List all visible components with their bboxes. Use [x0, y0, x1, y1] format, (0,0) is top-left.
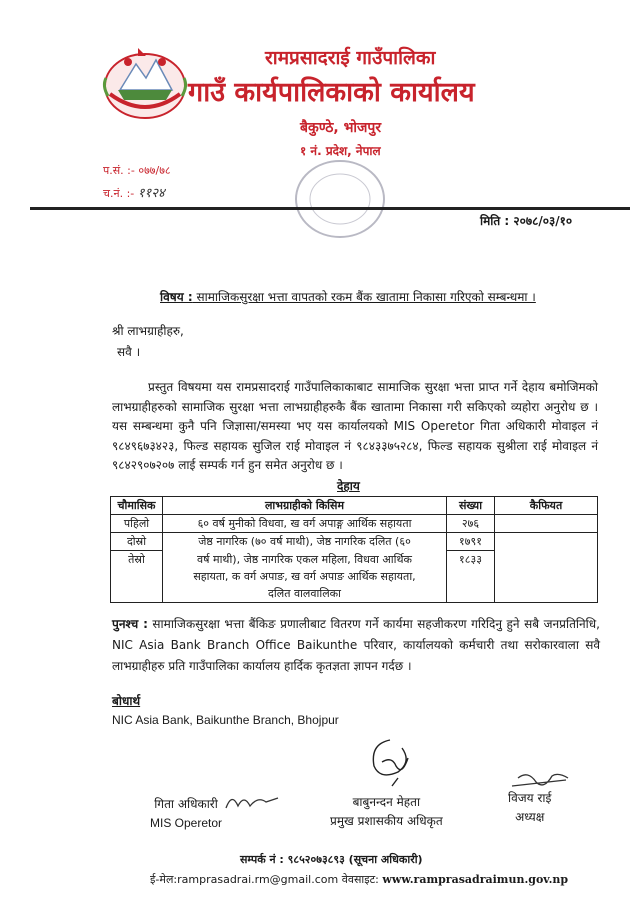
- body-paragraph: प्रस्तुत विषयमा यस रामप्रसादराई गाउँपालिकाकाबाट सामाजिक सुरक्षा भत्ता प्राप्त गर्ने देहाय बमोजिमको लाभग्राहीहरुको सामाजिक सुरक्षा भत्ता लाभग्राहीहरुकै बैंक खातामा निकासा गरी सकिएको व्यहोरा अनुरोध छ । यस सम्बन्धमा कुनै पनि जिज्ञासा/समस्या भए यस कार्यालयको MIS Operetor गिता अधिकारी मोवाइल नं ९८४९६७३४२३, फिल्ड सहायक सुजिल राई मोवाइल नं ९८४३३७५२८४, फिल्ड सहायक सुश्रीला राई मोवाइल नं ९८४२९०७२०७ लाई सम्पर्क गर्न हुन समेत अनुरोध छ ।: [112, 380, 598, 472]
- subject-label: विषय :: [160, 290, 193, 304]
- table-header-row: [111, 497, 598, 515]
- header-divider: [30, 207, 630, 210]
- patra-sankhya: प.सं. :- ०७७/७८: [103, 164, 171, 177]
- salutation-line2: सवै ।: [117, 345, 141, 359]
- chalani-number: [103, 183, 165, 201]
- beneficiary-table: [110, 496, 598, 603]
- signature-cao: [362, 732, 424, 788]
- period-cell: पहिलो: [111, 515, 163, 533]
- footer-contact: सम्पर्क नं : ९८५२०७३८९३ (सूचना अधिकारी): [240, 853, 423, 866]
- office-stamp: [292, 156, 388, 242]
- remark-cell: [495, 568, 598, 585]
- type-cell: वर्ष माथी), जेष्ठ नागरिक एकल महिला, विधवा आर्थिक: [163, 551, 447, 569]
- office-name-line2: गाउँ कार्यपालिकाको कार्यालय: [188, 77, 475, 108]
- table-row: [111, 515, 598, 533]
- office-name-line1: रामप्रसादराई गाउँपालिका: [265, 47, 436, 69]
- remark-cell: [495, 515, 598, 533]
- bodhartha-label: बोधार्थ: [112, 694, 141, 708]
- table-heading: देहाय: [337, 479, 360, 493]
- count-cell: १८३३: [447, 551, 495, 569]
- count-cell: २७६: [447, 515, 495, 533]
- count-cell: [447, 585, 495, 603]
- signatory-mis-operator: [150, 795, 222, 833]
- salutation-line1: श्री लाभग्राहीहरु,: [112, 324, 184, 338]
- office-province: १ नं. प्रदेश, नेपाल: [300, 144, 381, 158]
- letter-date: मिति : २०७८/०३/१०: [480, 214, 573, 228]
- signatory-title: MIS Operetor: [150, 816, 223, 830]
- signature-mis-operator: [222, 788, 282, 816]
- email-label: ई-मेल:: [150, 873, 178, 886]
- period-cell: [111, 585, 163, 603]
- subject-text: सामाजिकसुरक्षा भत्ता वापतको रकम बैंक खातामा निकासा गरिएको सम्बन्धमा ।: [196, 290, 536, 304]
- signatory-name: गिता अधिकारी: [154, 797, 218, 811]
- period-cell: दोस्रो: [111, 533, 163, 551]
- column-header: कैफियत: [495, 497, 598, 515]
- table-row: [111, 533, 598, 551]
- remark-cell: [495, 551, 598, 569]
- website-label: वेवसाइट:: [341, 873, 379, 886]
- chalani-label: च.नं. :-: [103, 187, 135, 200]
- column-header: संख्या: [447, 497, 495, 515]
- signatory-name: बाबुनन्दन मेहता: [352, 795, 421, 809]
- table-row: [111, 568, 598, 585]
- remark-cell: [495, 585, 598, 603]
- signatory-name: विजय राई: [508, 791, 552, 805]
- table-row: [111, 585, 598, 603]
- subject-line: [160, 288, 536, 305]
- chalani-value: ११२४: [137, 186, 165, 201]
- signatory-chairperson: [508, 789, 551, 827]
- website-link[interactable]: www.ramprasadraimun.gov.np: [382, 873, 569, 886]
- postscript-label: पुनश्च :: [112, 617, 148, 631]
- period-cell: [111, 568, 163, 585]
- bodhartha-recipient: NIC Asia Bank, Baikunthe Branch, Bhojpur: [112, 713, 339, 727]
- office-address: बैकुण्ठे, भोजपुर: [300, 120, 382, 136]
- signatory-cao: [330, 793, 443, 831]
- table-row: [111, 551, 598, 569]
- type-cell: जेष्ठ नागरिक (७० वर्ष माथी), जेष्ठ नागरिक दलित (६०: [163, 533, 447, 551]
- footer-links: [150, 872, 568, 887]
- type-cell: सहायता, क वर्ग अपाङ, ख वर्ग अपाङ आर्थिक सहायता,: [163, 568, 447, 585]
- type-cell: दलित वालवालिका: [163, 585, 447, 603]
- signatory-title: अध्यक्ष: [515, 810, 545, 824]
- government-emblem: [98, 42, 192, 122]
- postscript: [112, 614, 600, 677]
- email-link[interactable]: ramprasadrai.rm@gmail.com: [177, 873, 339, 886]
- postscript-text: सामाजिकसुरक्षा भत्ता बैंकिङ प्रणालीबाट वितरण गर्ने कार्यमा सहजीकरण गरिदिनु हुने सबै जनप्रतिनिधि, NIC Asia Bank Branch Office Baikunthe परिवार, कार्यालयको कर्मचारी तथा सरोकारवाला सवै लाभग्राहीहरु प्रति गाउँपालिका कार्यालय हार्दिक कृतज्ञता ज्ञापन गर्दछ ।: [112, 617, 600, 673]
- column-header: लाभग्राहीको किसिम: [163, 497, 447, 515]
- period-cell: तेस्रो: [111, 551, 163, 569]
- count-cell: १७९१: [447, 533, 495, 551]
- count-cell: [447, 568, 495, 585]
- signatory-title: प्रमुख प्रशासकीय अधिकृत: [330, 814, 443, 828]
- remark-cell: [495, 533, 598, 551]
- column-header: चौमासिक: [111, 497, 163, 515]
- type-cell: ६० वर्ष मुनीको विधवा, ख वर्ग अपाङ्ग आर्थिक सहायता: [163, 515, 447, 533]
